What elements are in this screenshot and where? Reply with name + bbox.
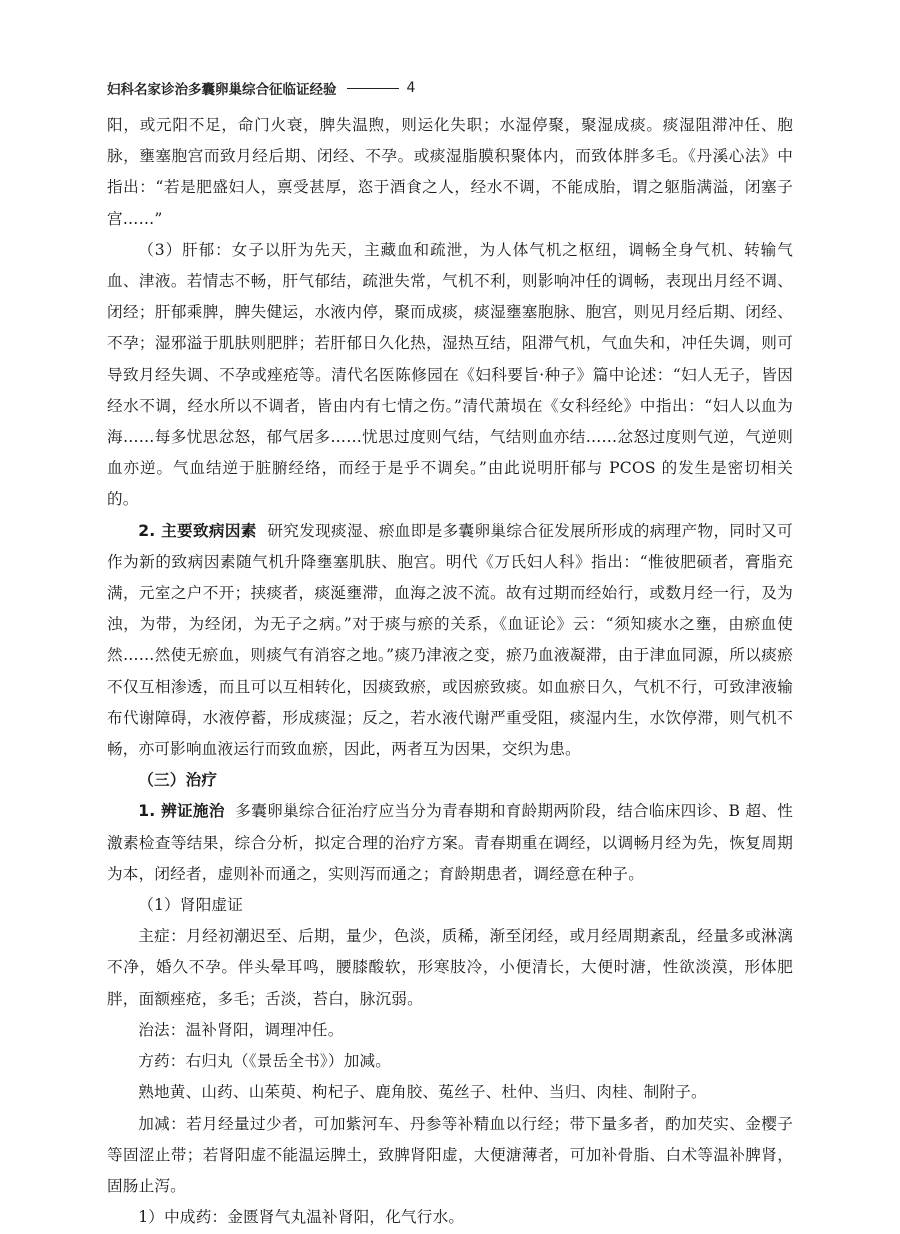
paragraph-prescription: 方药：右归丸（《景岳全书》）加减。 — [138, 1052, 392, 1071]
running-header — [107, 76, 807, 100]
section-label-pathogenic: 2. 主要致病因素 — [138, 521, 257, 540]
paragraph-text: 研究发现痰湿、瘀血即是多囊卵巢综合征发展所形成的病理产物，同时又可作为新的致病因素随气机升降壅塞肌肤、胞宫。明代《万氏妇人科》指出：“惟彼肥硕者，膏脂充满，元室之户不开；挟痰者，痰涎壅滞，血海之波不流。故有过期而经始行，或数月经一行，及为浊，为带，为经闭，为无子之病。”对于痰与瘀的关系，《血证论》云：“须知痰水之壅，由瘀血使然……然使无瘀血，则痰气有消容之地。”痰乃津液之变，瘀乃血液凝滞，由于津血同源，所以痰瘀不仅互相渗透，而且可以互相转化，因痰致瘀，或因瘀致痰。如血瘀日久，气机不行，可致津液输布代谢障碍，水液停蓄，形成痰湿；反之，若水液代谢严重受阻，痰湿内生，水饮停滞，则气机不畅，亦可影响血液运行而致血瘀，因此，两者互为因果，交织为患。 — [107, 521, 793, 759]
paragraph-patent-medicine: 1）中成药：金匮肾气丸温补肾阳，化气行水。 — [138, 1208, 465, 1227]
paragraph-pathogenic-factors — [107, 516, 793, 766]
paragraph-symptoms: 主症：月经初潮迟至、后期，量少，色淡，质稀，渐至闭经，或月经周期紊乱，经量多或淋漓不净，婚久不孕。伴头晕耳鸣，腰膝酸软，形寒肢冷，小便清长，大便时溏，性欲淡漠，形体肥胖，面额痤疮，多毛；舌淡，苔白，脉沉弱。 — [107, 927, 793, 1008]
header-title: 妇科名家诊治多囊卵巢综合征临证经验 — [107, 82, 337, 98]
subheading-kidney-yang: （1）肾阳虚证 — [138, 896, 244, 915]
paragraph-liver-qi: （3）肝郁：女子以肝为先天，主藏血和疏泄，为人体气机之枢纽，调畅全身气机、转输气血、津液。若情志不畅，肝气郁结，疏泄失常，气机不利，则影响冲任的调畅，表现出月经不调、闭经；肝郁乘脾，脾失健运，水液内停，聚而成痰，痰湿壅塞胞脉、胞宫，则见月经后期、闭经、不孕；湿邪溢于肌肤则肥胖；若肝郁日久化热，湿热互结，阻滞气机，气血失和，冲任失调，则可导致月经失调、不孕或痤疮等。清代名医陈修园在《妇科要旨·种子》篇中论述：“妇人无子，皆因经水不调，经水所以不调者，皆由内有七情之伤。”清代萧埙在《女科经纶》中指出：“妇人以血为海……每多忧思忿怒，郁气居多……忧思过度则气结，气结则血亦结……忿怒过度则气逆，气逆则血亦逆。气血结逆于脏腑经络，而经于是乎不调矣。”由此说明肝郁与 PCOS 的发生是密切相关的。 — [107, 240, 793, 509]
section-label-differentiation: 1. 辨证施治 — [138, 802, 225, 821]
page-body — [107, 110, 793, 1233]
paragraph-differentiation — [107, 796, 793, 890]
page-number: 4 — [406, 80, 416, 96]
paragraph-text: 多囊卵巢综合征治疗应当分为青春期和育龄期两阶段，结合临床四诊、B 超、性激素检查等结果，综合分析，拟定合理的治疗方案。青春期重在调经，以调畅月经为先，恢复周期为本，闭经者，虚则补而通之，实则泻而通之；育龄期患者，调经意在种子。 — [107, 802, 793, 883]
section-heading-treatment: （三）治疗 — [138, 771, 218, 790]
paragraph-modification: 加减：若月经量过少者，可加紫河车、丹参等补精血以行经；带下量多者，酌加芡实、金樱子等固涩止带；若肾阳虚不能温运脾土，致脾肾阳虚，大便溏薄者，可加补骨脂、白术等温补脾肾，固肠止泻。 — [107, 1114, 793, 1195]
header-rule — [347, 88, 399, 89]
paragraph-continuation: 阳，或元阳不足，命门火衰，脾失温煦，则运化失职；水湿停聚，聚湿成痰。痰湿阻滞冲任、胞脉，壅塞胞宫而致月经后期、闭经、不孕。或痰湿脂膜积聚体内，而致体胖多毛。《丹溪心法》中指出：“若是肥盛妇人，禀受甚厚，恣于酒食之人，经水不调，不能成胎，谓之躯脂满溢，闭塞子宫……” — [107, 116, 793, 228]
paragraph-herbs: 熟地黄、山药、山茱萸、枸杞子、鹿角胶、菟丝子、杜仲、当归、肉桂、制附子。 — [138, 1083, 707, 1102]
paragraph-method: 治法：温补肾阳，调理冲任。 — [138, 1020, 344, 1039]
